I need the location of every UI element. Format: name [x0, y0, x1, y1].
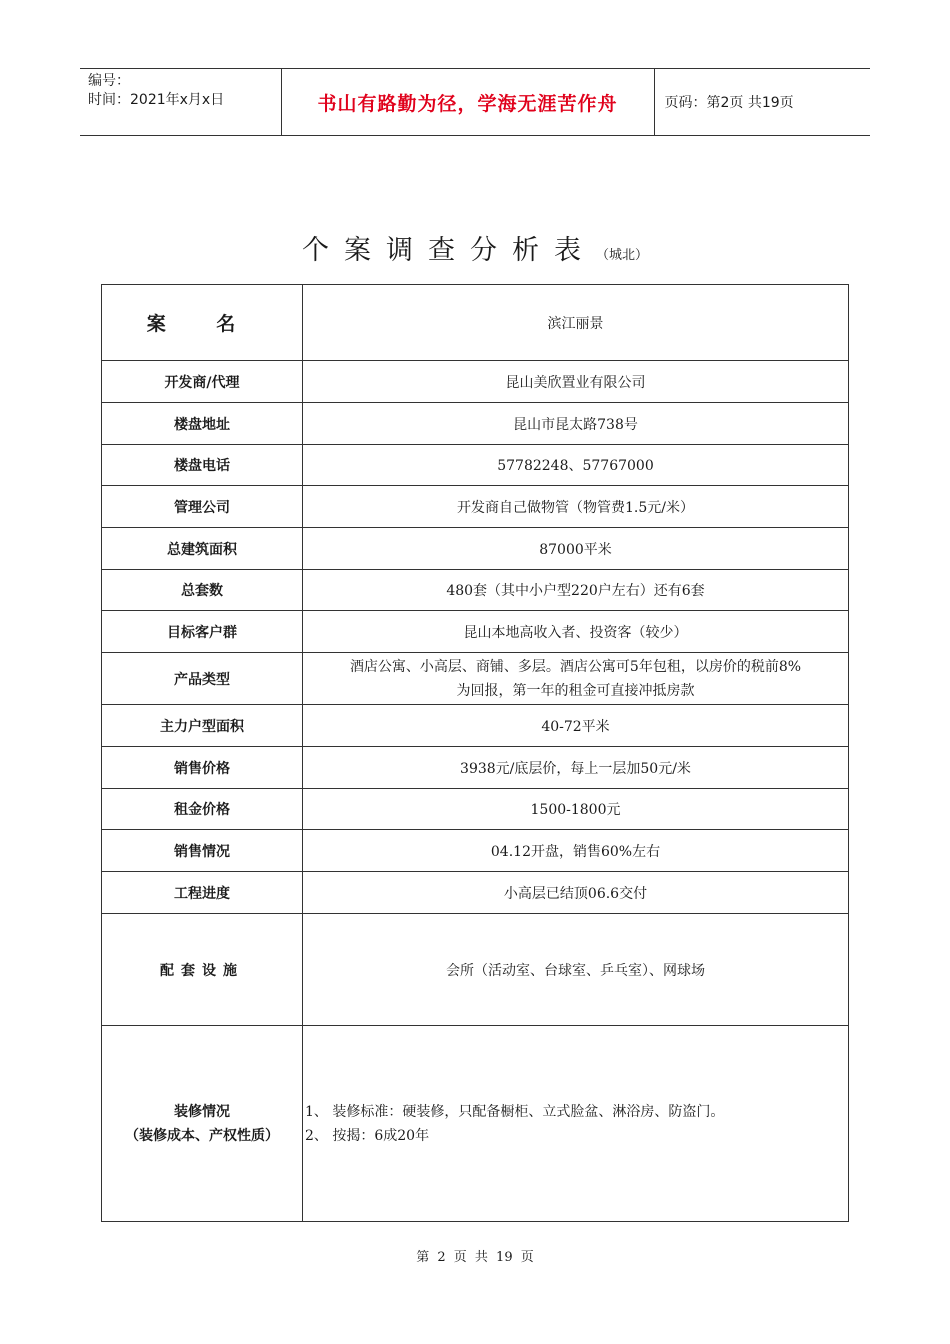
- row-value: 04.12开盘，销售60%左右: [303, 830, 849, 872]
- row-value: 滨江丽景: [303, 285, 849, 361]
- header-motto: 书山有路勤为径，学海无涯苦作舟: [281, 69, 654, 136]
- row-label: 销售情况: [102, 830, 303, 872]
- row-label: 目标客户群: [102, 611, 303, 653]
- table-row: [102, 872, 849, 914]
- table-row: [102, 528, 849, 570]
- row-value: 昆山本地高收入者、投资客（较少）: [303, 611, 849, 653]
- row-value: [303, 1026, 849, 1222]
- table-row: [102, 486, 849, 528]
- table-row: [102, 403, 849, 445]
- row-value: 3938元/底层价，每上一层加50元/米: [303, 747, 849, 789]
- row-label: 案 名: [102, 285, 303, 361]
- page-footer: 第 2 页 共 19 页: [416, 1250, 534, 1265]
- row-value: 1500-1800元: [303, 789, 849, 830]
- table-row: [102, 1026, 849, 1222]
- table-row: [102, 789, 849, 830]
- row-label-line: 装修情况: [174, 1103, 230, 1120]
- table-row: [102, 445, 849, 486]
- table-row: [102, 653, 849, 705]
- table-row: [102, 830, 849, 872]
- row-value: 会所（活动室、台球室、乒乓室）、网球场: [303, 914, 849, 1026]
- document-title-main: 个案调查分析表: [301, 235, 596, 266]
- table-row: [102, 747, 849, 789]
- row-value-line: 2、 按揭：6成20年: [305, 1127, 430, 1144]
- row-label: 管理公司: [102, 486, 303, 528]
- row-value: 40-72平米: [303, 705, 849, 747]
- table-row: [102, 285, 849, 361]
- row-value: 57782248、57767000: [303, 445, 849, 486]
- survey-table: [101, 284, 849, 1222]
- row-value-line: 1、 装修标准：硬装修，只配备橱柜、立式脸盆、淋浴房、防盗门。: [305, 1103, 725, 1120]
- row-label: 开发商/代理: [102, 361, 303, 403]
- row-label: 租金价格: [102, 789, 303, 830]
- table-row: [102, 570, 849, 611]
- row-label: 总套数: [102, 570, 303, 611]
- table-row: [102, 611, 849, 653]
- page-header: [80, 68, 870, 136]
- row-value: 昆山美欣置业有限公司: [303, 361, 849, 403]
- row-label: 楼盘电话: [102, 445, 303, 486]
- header-meta: [80, 69, 281, 136]
- header-page-info: 页码：第2页 共19页: [654, 69, 870, 136]
- row-value: 480套（其中小户型220户左右）还有6套: [303, 570, 849, 611]
- document-title-sub: （城北）: [595, 248, 648, 263]
- row-label: 楼盘地址: [102, 403, 303, 445]
- row-label: 主力户型面积: [102, 705, 303, 747]
- row-value: 小高层已结顶06.6交付: [303, 872, 849, 914]
- row-value: [303, 653, 849, 705]
- row-label: 总建筑面积: [102, 528, 303, 570]
- row-value: 昆山市昆太路738号: [303, 403, 849, 445]
- row-label: 销售价格: [102, 747, 303, 789]
- row-label-line: （装修成本、产权性质）: [125, 1127, 279, 1144]
- row-label: 工程进度: [102, 872, 303, 914]
- row-label: 配套设施: [102, 914, 303, 1026]
- row-value: 87000平米: [303, 528, 849, 570]
- row-value-line: 酒店公寓、小高层、商铺、多层。酒店公寓可5年包租，以房价的税前8%: [349, 658, 802, 675]
- row-value: 开发商自己做物管（物管费1.5元/米）: [303, 486, 849, 528]
- row-label: 产品类型: [102, 653, 303, 705]
- row-value-line: 为回报，第一年的租金可直接冲抵房款: [456, 682, 695, 699]
- table-row: [102, 361, 849, 403]
- row-label: [102, 1026, 303, 1222]
- table-row: [102, 914, 849, 1026]
- document-number-label: 编号：: [88, 73, 130, 89]
- document-date: 时间：2021年x月x日: [88, 92, 225, 108]
- table-row: [102, 705, 849, 747]
- document-title: [0, 228, 950, 267]
